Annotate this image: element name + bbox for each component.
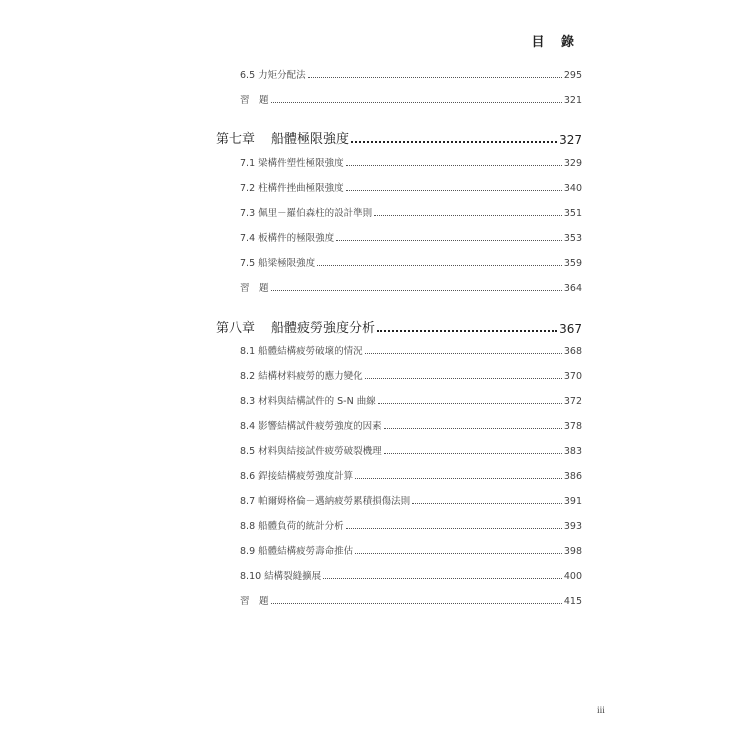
toc-entry[interactable]	[240, 205, 582, 219]
toc-entry-label: 習 題	[240, 596, 269, 607]
leader-dots	[271, 102, 562, 103]
page-header-title: 目 錄	[531, 35, 580, 50]
toc-entry-page: 295	[563, 70, 582, 81]
toc-entry[interactable]	[240, 593, 582, 607]
toc-entry-label: 6.5 力矩分配法	[240, 70, 306, 81]
leader-dots	[346, 190, 562, 191]
page-number: iii	[597, 706, 605, 716]
toc-entry-label: 7.5 船梁極限強度	[240, 258, 316, 269]
leader-dots	[336, 240, 562, 241]
toc-entry[interactable]	[240, 255, 582, 269]
toc-entry-page: 400	[563, 571, 582, 582]
toc-entry[interactable]	[240, 343, 582, 357]
toc-entry-page: 415	[563, 596, 582, 607]
toc-entry-page: 398	[563, 546, 582, 557]
toc-entry[interactable]	[240, 468, 582, 482]
toc-entry-label: 8.5 材料與結接試件疲勞破裂機理	[240, 446, 382, 457]
toc-entry-page: 364	[563, 283, 582, 294]
toc-entry-page: 383	[563, 446, 582, 457]
toc-entry[interactable]	[240, 518, 582, 532]
toc-chapter-7[interactable]	[216, 129, 582, 147]
toc-entry-page: 393	[563, 521, 582, 532]
leader-dots	[346, 528, 562, 529]
toc-entry-label: 7.3 佩里－羅伯森柱的設計準則	[240, 208, 373, 219]
toc-chapter-8[interactable]	[216, 318, 582, 336]
chapter-number: 第八章	[216, 321, 256, 336]
chapter-title: 船體疲勞強度分析	[271, 321, 376, 336]
leader-dots	[384, 453, 562, 454]
toc-entry-page: 329	[563, 158, 582, 169]
toc-entry[interactable]	[240, 443, 582, 457]
toc-entry[interactable]	[240, 368, 582, 382]
toc-entry-page: 321	[563, 95, 582, 106]
toc-entry-page: 370	[563, 371, 582, 382]
toc-entry-page: 340	[563, 183, 582, 194]
toc-entry[interactable]	[240, 543, 582, 557]
leader-dots	[377, 330, 557, 332]
toc-entry-label: 7.1 梁構件塑性極限強度	[240, 158, 344, 169]
toc-entry-label: 8.3 材料與結構試件的 S-N 曲線	[240, 396, 376, 407]
leader-dots	[365, 353, 562, 354]
leader-dots	[355, 478, 562, 479]
leader-dots	[346, 165, 562, 166]
toc-entry-page: 353	[563, 233, 582, 244]
toc-entry[interactable]	[240, 155, 582, 169]
leader-dots	[412, 503, 562, 504]
chapter-page: 367	[559, 322, 582, 336]
chapter-title: 船體極限強度	[271, 132, 350, 147]
toc-entry-page: 351	[563, 208, 582, 219]
leader-dots	[365, 378, 562, 379]
toc-entry[interactable]	[240, 230, 582, 244]
toc-entry-page: 359	[563, 258, 582, 269]
toc-entry-page: 378	[563, 421, 582, 432]
leader-dots	[271, 603, 562, 604]
leader-dots	[317, 265, 562, 266]
toc-entry-label: 習 題	[240, 283, 269, 294]
toc-entry[interactable]	[240, 568, 582, 582]
leader-dots	[271, 290, 562, 291]
toc-entry[interactable]	[240, 418, 582, 432]
toc-entry[interactable]	[240, 92, 582, 106]
chapter-number: 第七章	[216, 132, 256, 147]
leader-dots	[384, 428, 562, 429]
toc-entry-label: 習 題	[240, 95, 269, 106]
leader-dots	[308, 77, 562, 78]
toc-entry-page: 368	[563, 346, 582, 357]
toc-entry-page: 391	[563, 496, 582, 507]
toc-entry-label: 8.6 銲接結構疲勞強度計算	[240, 471, 354, 482]
toc-entry-label: 8.4 影響結構試件疲勞強度的因素	[240, 421, 382, 432]
toc-entry-page: 372	[563, 396, 582, 407]
leader-dots	[351, 141, 557, 143]
toc-entry[interactable]	[240, 393, 582, 407]
toc-entry[interactable]	[240, 280, 582, 294]
leader-dots	[374, 215, 562, 216]
toc-entry[interactable]	[240, 180, 582, 194]
toc-entry[interactable]	[240, 67, 582, 81]
leader-dots	[355, 553, 562, 554]
toc-entry-label: 7.2 柱構件挫曲極限強度	[240, 183, 344, 194]
toc-entry-label: 8.10 結構裂縫擴展	[240, 571, 322, 582]
toc-entry-label: 8.9 船體結構疲勞壽命推估	[240, 546, 354, 557]
toc-entry-label: 8.1 船體結構疲勞破壞的情況	[240, 346, 363, 357]
toc-entry-label: 8.2 結構材料疲勞的應力變化	[240, 371, 363, 382]
leader-dots	[378, 403, 562, 404]
chapter-page: 327	[559, 133, 582, 147]
toc-entry-label: 7.4 板構件的極限強度	[240, 233, 335, 244]
toc-entry[interactable]	[240, 493, 582, 507]
toc-entry-page: 386	[563, 471, 582, 482]
leader-dots	[323, 578, 562, 579]
toc-entry-label: 8.7 帕爾姆格倫－邁納疲勞累積損傷法則	[240, 496, 411, 507]
toc-entry-label: 8.8 船體負荷的統計分析	[240, 521, 344, 532]
